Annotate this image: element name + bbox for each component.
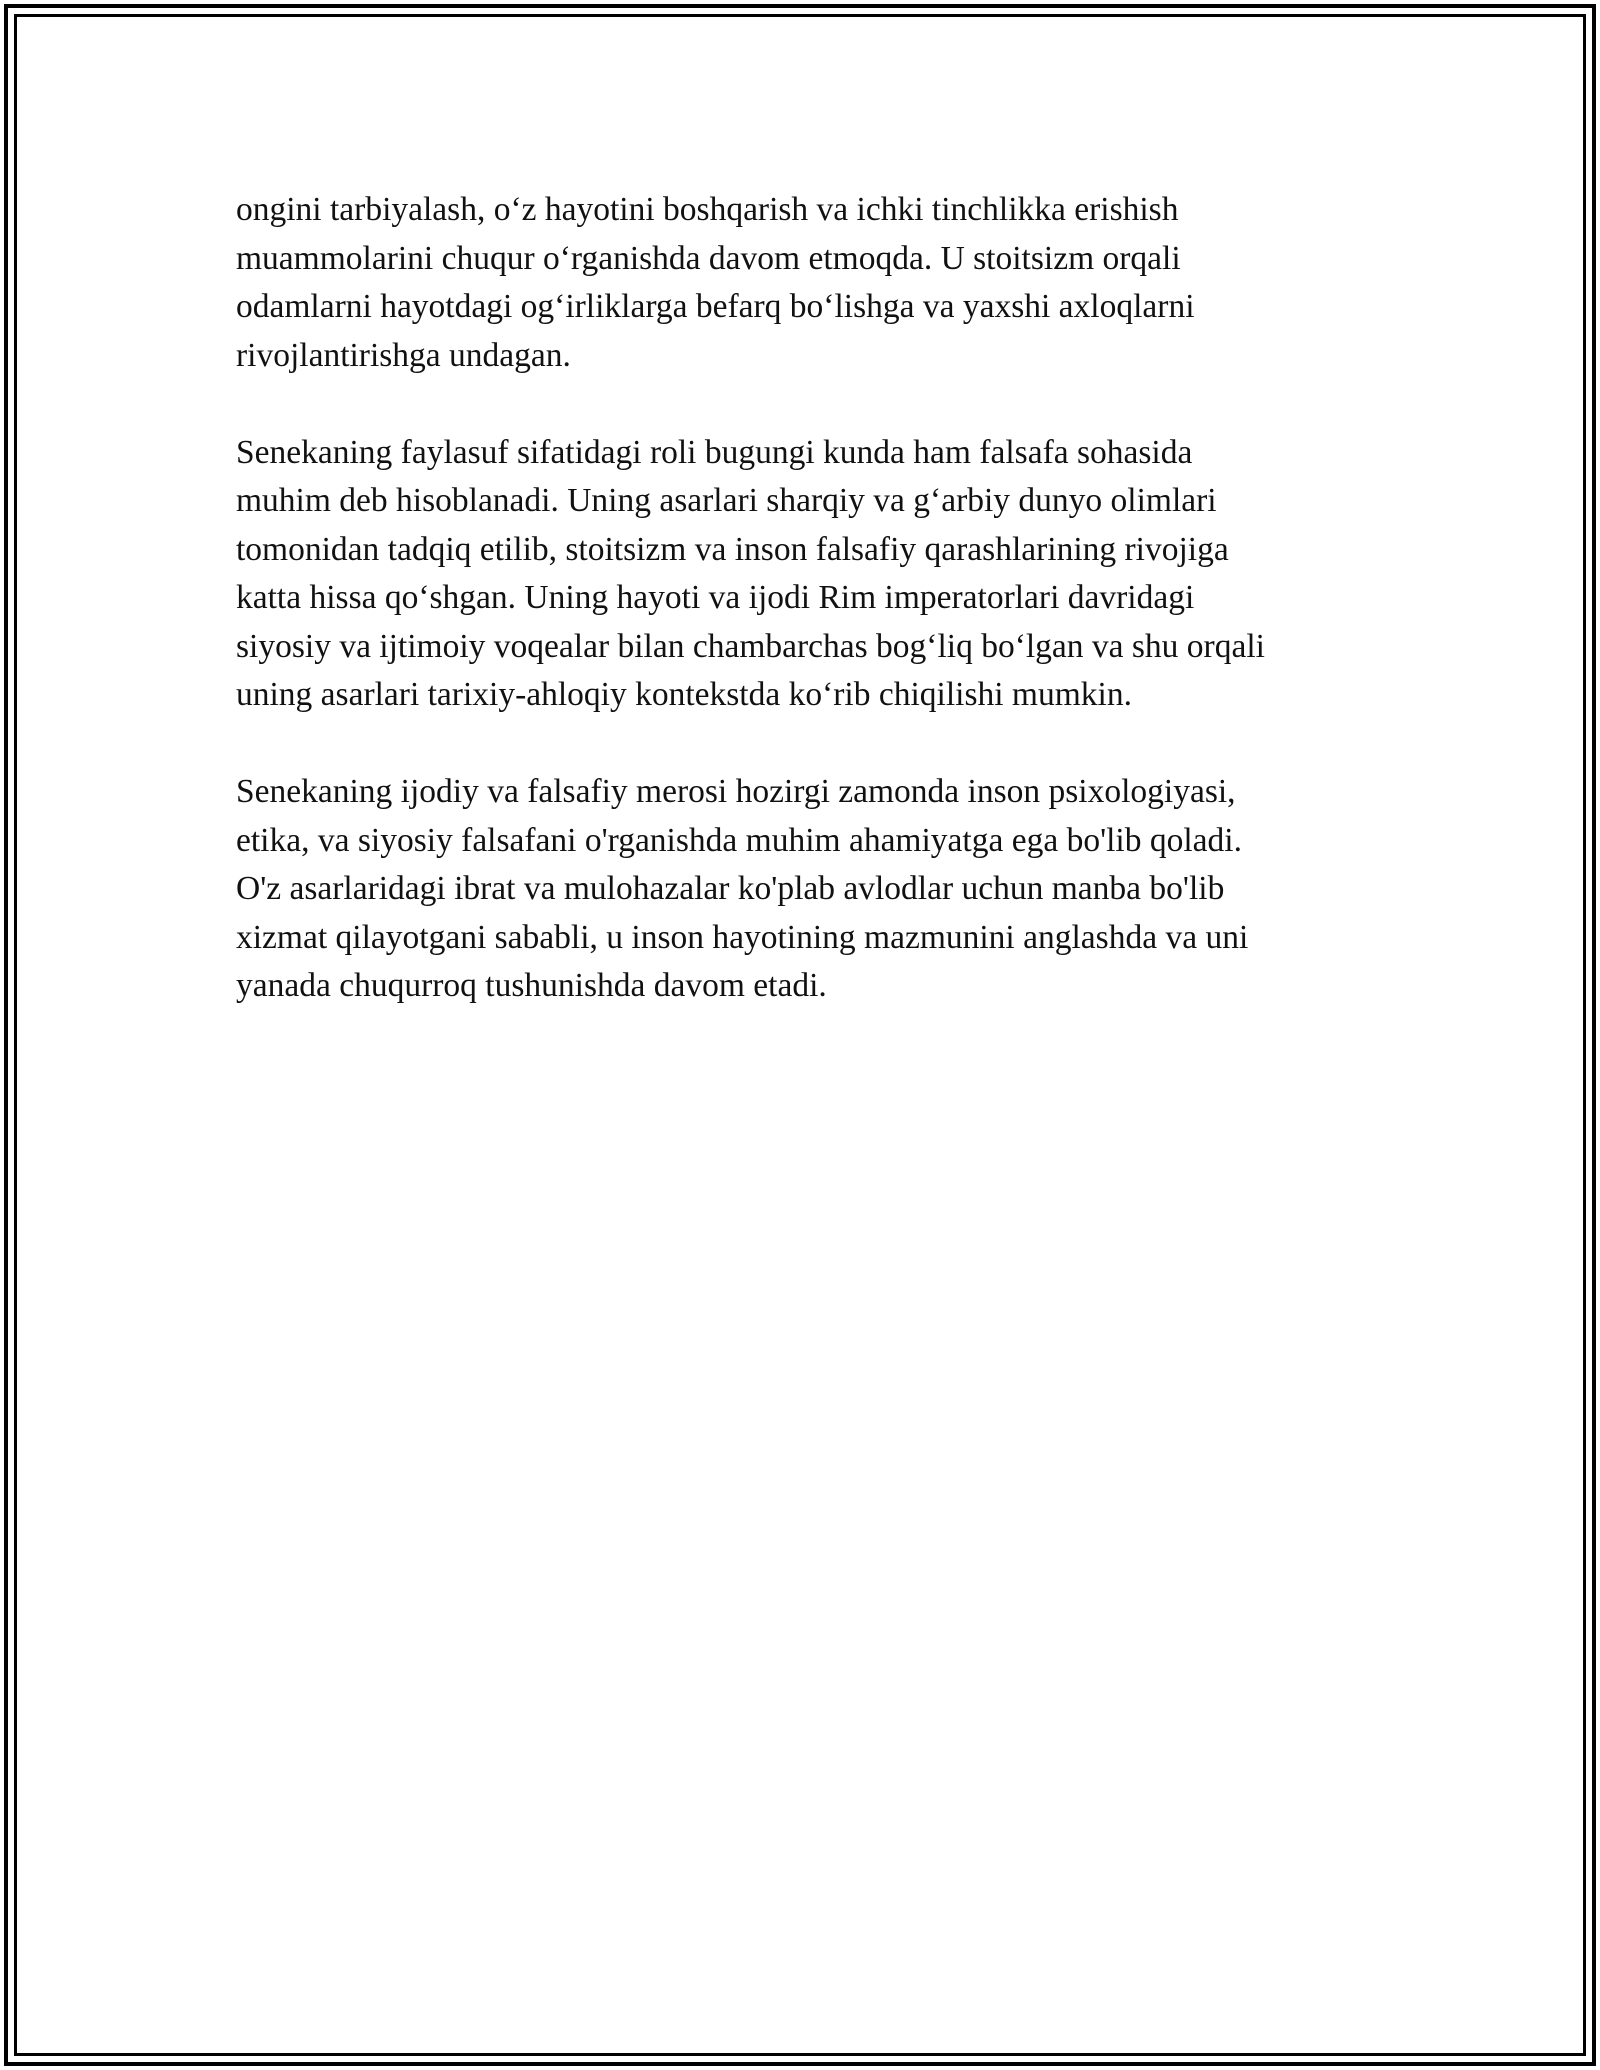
text-line: xizmat qilayotgani sababli, u inson hayotining mazmunini anglashda va uni [236,918,1249,956]
text-line: odamlarni hayotdagi og‘irliklarga befarq bo‘lishga va yaxshi axloqlarni [236,288,1195,325]
text-line: etika, va siyosiy falsafani o'rganishda muhim ahamiyatga ega bo'lib qoladi. [236,821,1242,859]
text-line: uning asarlari tarixiy-ahloqiy kontekstda ko‘rib chiqilishi mumkin. [236,676,1132,713]
text-line: katta hissa qo‘shgan. Uning hayoti va ijodi Rim imperatorlari davridagi [236,579,1195,616]
paragraph-3 [236,768,1376,1011]
document-body [236,186,1376,1059]
text-line: siyosiy va ijtimoiy voqealar bilan chambarchas bog‘liq bo‘lgan va shu orqali [236,627,1265,665]
text-line: ongini tarbiyalash, o‘z hayotini boshqarish va ichki tinchlikka erishish [236,191,1179,228]
text-line: Senekaning faylasuf sifatidagi roli bugungi kunda ham falsafa sohasida [236,433,1193,471]
paragraph-1 [236,186,1376,380]
text-line: tomonidan tadqiq etilib, stoitsizm va inson falsafiy qarashlarining rivojiga [236,530,1229,568]
text-line: O'z asarlaridagi ibrat va mulohazalar ko'plab avlodlar uchun manba bo'lib [236,870,1225,907]
text-line: muammolarini chuqur o‘rganishda davom etmoqda. U stoitsizm orqali [236,239,1181,277]
text-line: yanada chuqurroq tushunishda davom etadi. [236,967,827,1004]
text-line: rivojlantirishga undagan. [236,336,571,374]
paragraph-2 [236,429,1376,720]
text-line: Senekaning ijodiy va falsafiy merosi hozirgi zamonda inson psixologiyasi, [236,773,1236,810]
text-line: muhim deb hisoblanadi. Uning asarlari sharqiy va g‘arbiy dunyo olimlari [236,482,1217,519]
